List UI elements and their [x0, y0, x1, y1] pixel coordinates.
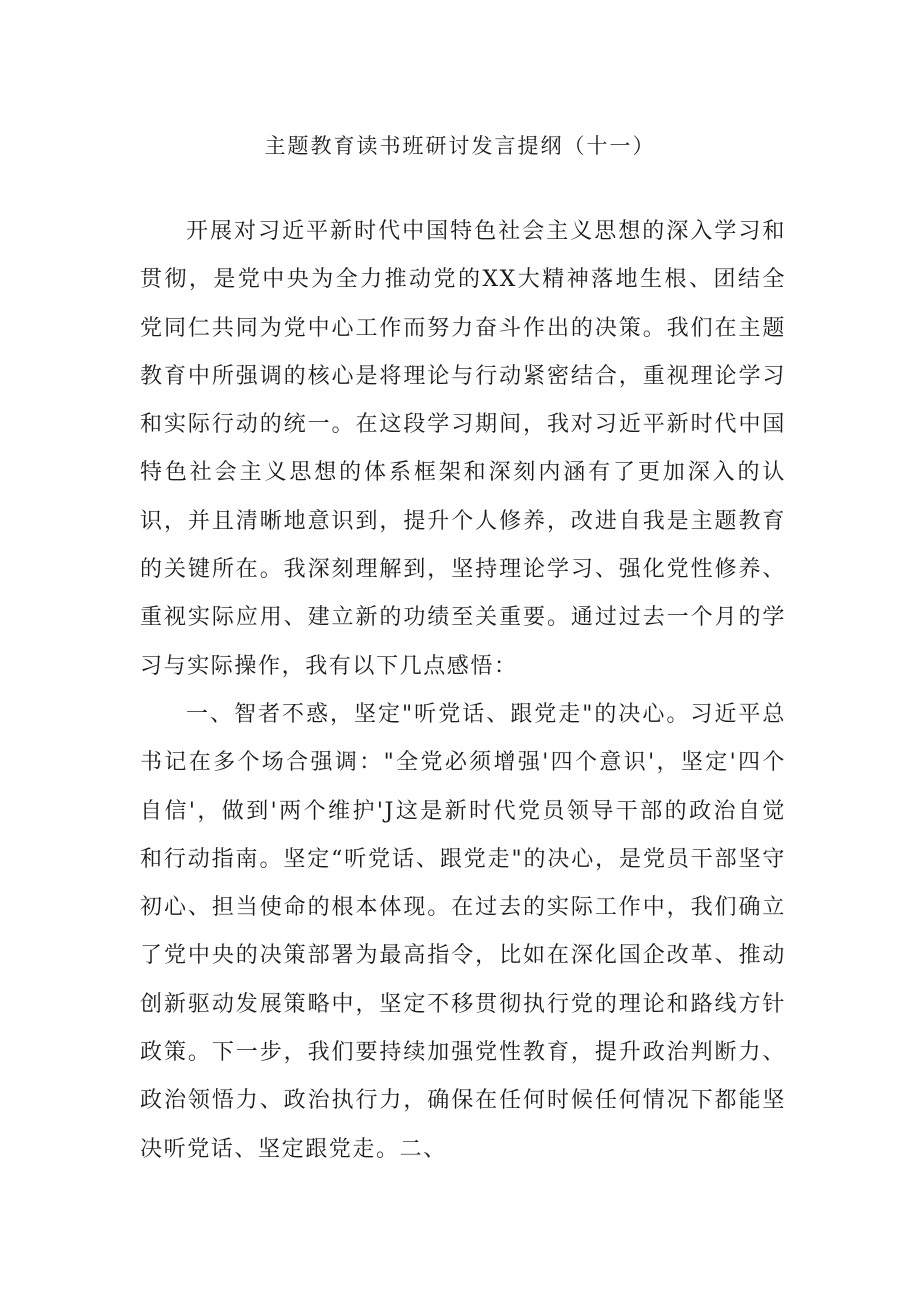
- document-body: [140, 208, 786, 1174]
- document-title: 主题教育读书班研讨发言提纲（十一）: [264, 134, 656, 158]
- paragraph-point-one: 一、智者不惑，坚定"听党话、跟党走"的决心。习近平总书记在多个场合强调："全党必须增强'四个意识'，坚定'四个自信'，做到'两个维护'J这是新时代党员领导干部的政治自觉和行动指南。坚定“听党话、跟党走"的决心，是党员干部坚守初心、担当使命的根本体现。在过去的实际工作中，我们确立了党中央的决策部署为最高指令，比如在深化国企改革、推动创新驱动发展策略中，坚定不移贯彻执行党的理论和路线方针政策。下一步，我们要持续加强党性教育，提升政治判断力、政治领悟力、政治执行力，确保在任何时候任何情况下都能坚决听党话、坚定跟党走。二、: [140, 701, 786, 1162]
- paragraph-intro: 开展对习近平新时代中国特色社会主义思想的深入学习和贯彻，是党中央为全力推动党的XX大精神落地生根、团结全党同仁共同为党中心工作而努力奋斗作出的决策。我们在主题教育中所强调的核心是将理论与行动紧密结合，重视理论学习和实际行动的统一。在这段学习期间，我对习近平新时代中国特色社会主义思想的体系框架和深刻内涵有了更加深入的认识，并且清晰地意识到，提升个人修养，改进自我是主题教育的关键所在。我深刻理解到，坚持理论学习、强化党性修养、重视实际应用、建立新的功绩至关重要。通过过去一个月的学习与实际操作，我有以下几点感悟：: [140, 219, 786, 679]
